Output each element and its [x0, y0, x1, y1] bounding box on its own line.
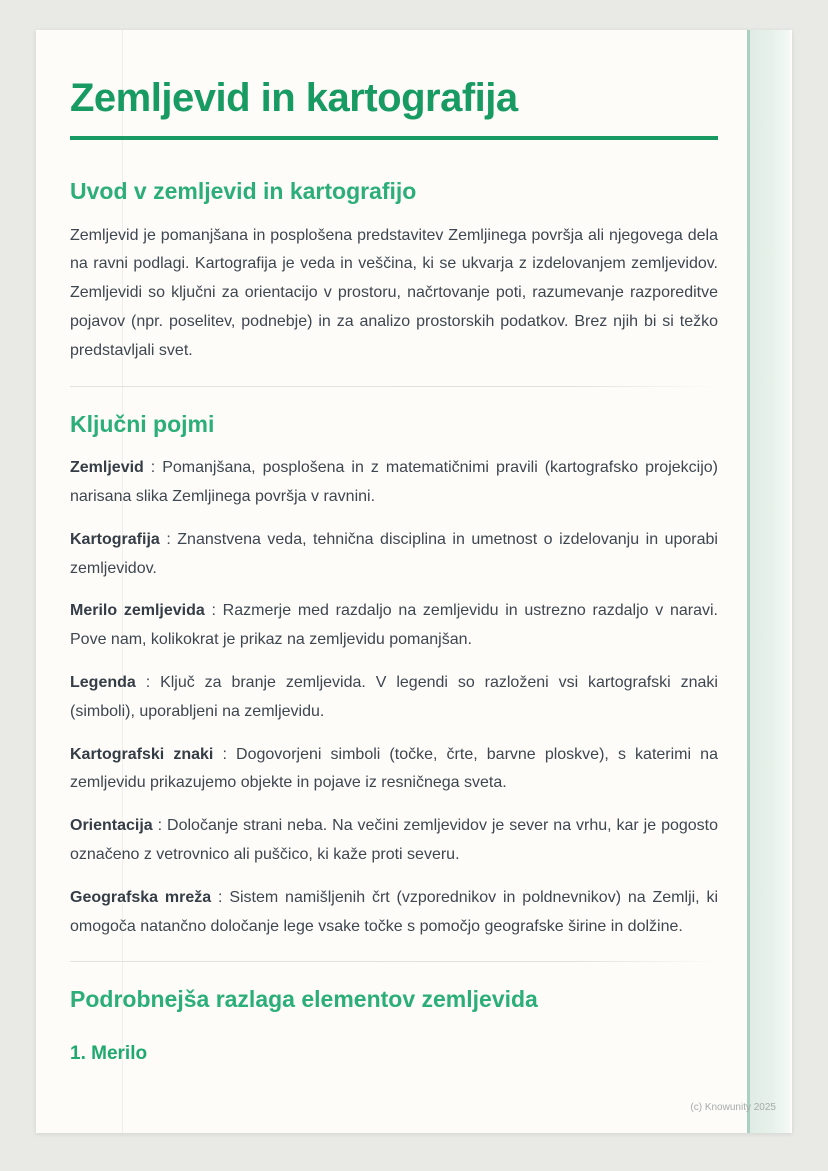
definition-text: Ključ za branje zemljevida. V legendi so razloženi vsi kartografski znaki (simboli), uporabljeni na zemljevidu. [70, 673, 718, 720]
definition-term: Kartografski znaki [70, 745, 214, 763]
definition-zemljevid [70, 454, 718, 512]
definition-term: Merilo zemljevida [70, 602, 205, 620]
definition-separator: : [150, 459, 156, 477]
definition-term: Orientacija [70, 817, 153, 835]
intro-paragraph: Zemljevid je pomanjšana in posplošena predstavitev Zemljinega površja ali njegovega dela na ravni podlagi. Kartografija je veda in veščina, ki se ukvarja z izdelovanjem zemljevidov. Zemljevidi so ključni za orientacijo v prostoru, načrtovanje poti, razumevanje razporeditve pojavov (npr. poselitev, podnebje) in za analizo prostorskih podatkov. Brez njih bi si težko predstavljali svet. [70, 226, 718, 359]
definition-term: Geografska mreža [70, 888, 212, 906]
section-heading-key-terms: Ključni pojmi [70, 410, 215, 437]
definition-legenda [70, 669, 718, 727]
definition-separator: : [157, 817, 163, 835]
definition-text: Pomanjšana, posplošena in z matematičnimi pravili (kartografsko projekcijo) narisana slika Zemljinega površja v ravnini. [70, 459, 718, 505]
section-divider [70, 961, 718, 962]
subsection-heading-merilo: 1. Merilo [70, 1042, 148, 1064]
definition-separator: : [145, 673, 151, 691]
page-title: Zemljevid in kartografija [70, 76, 518, 120]
page-content [36, 30, 792, 1066]
definition-kartografija [70, 526, 718, 584]
definition-separator: : [211, 602, 216, 620]
section-heading-intro: Uvod v zemljevid in kartografijo [70, 178, 417, 204]
definition-text: Sistem namišljenih črt (vzporednikov in poldnevnikov) na Zemlji, ki omogoča natančno določanje lege vsake točke s pomočjo geografske širine in dolžine. [70, 888, 719, 935]
definition-term: Legenda [70, 673, 136, 691]
definition-separator: : [166, 530, 171, 548]
definition-text: Določanje strani neba. Na večini zemljevidov je sever na vrhu, kar je pogosto označeno z vetrovnico ali puščico, ki kaže proti severu. [70, 817, 719, 863]
document-page [36, 30, 792, 1133]
section-divider [70, 386, 718, 387]
section-heading-details: Podrobnejša razlaga elementov zemljevida [70, 986, 538, 1013]
title-underline [70, 136, 718, 140]
definition-kartografski-znaki [70, 741, 718, 799]
definition-separator: : [218, 888, 223, 906]
definition-term: Kartografija [70, 530, 160, 548]
copyright-footer: (c) Knowunity 2025 [690, 1102, 776, 1113]
definition-merilo-zemljevida [70, 597, 718, 655]
definition-text: Znanstvena veda, tehnična disciplina in umetnost o izdelovanju in uporabi zemljevidov. [70, 530, 718, 577]
definition-separator: : [222, 745, 227, 763]
definition-text: Razmerje med razdaljo na zemljevidu in ustrezno razdaljo v naravi. Pove nam, kolikokrat je prikaz na zemljevidu pomanjšan. [70, 602, 718, 649]
definition-orientacija [70, 812, 718, 870]
definition-geografska-mreza [70, 884, 718, 942]
definition-text: Dogovorjeni simboli (točke, črte, barvne ploskve), s katerimi na zemljevidu prikazujemo objekte in pojave iz resničnega sveta. [70, 745, 718, 792]
definition-term: Zemljevid [70, 459, 144, 477]
